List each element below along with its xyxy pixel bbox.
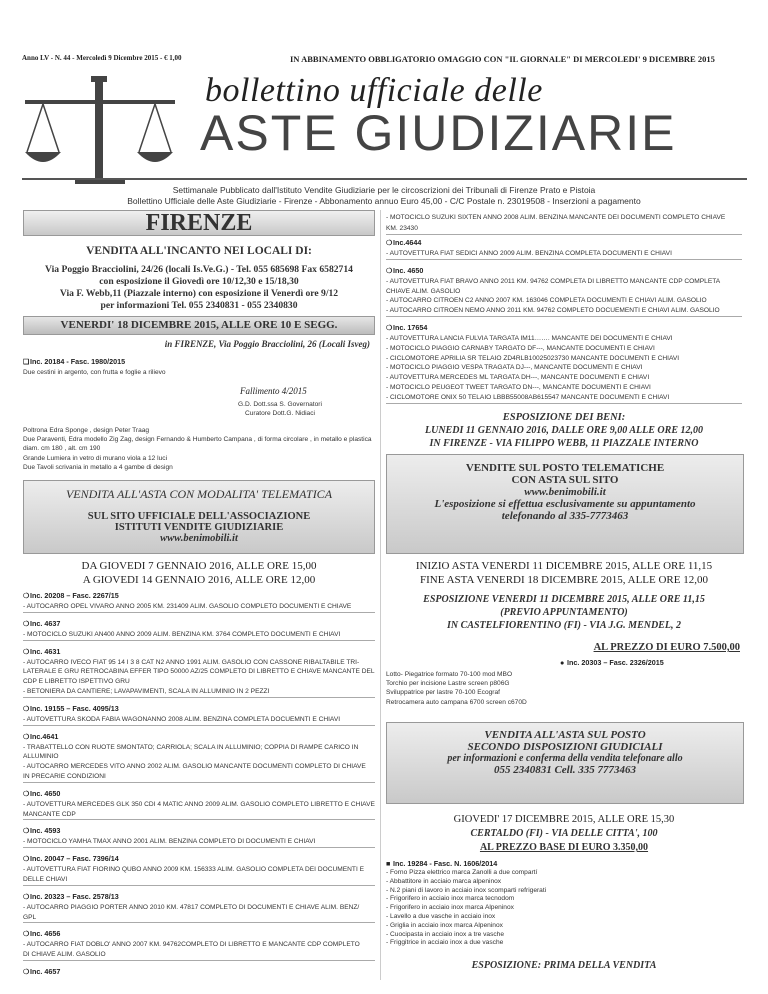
list-item: Grande Lumiera in vetro di murano viola a 12 luci bbox=[23, 454, 168, 462]
lot-line: DELLE CHIAVI bbox=[23, 875, 375, 886]
posto-2: SECONDO DISPOSIZIONI GIUDICIALI bbox=[467, 741, 663, 753]
circle-bullet-icon: ❍ bbox=[23, 854, 30, 864]
posto-4: 055 2340831 Cell. 335 7773463 bbox=[493, 764, 637, 776]
dot-bullet-icon: ● bbox=[560, 658, 565, 667]
masthead-sub1: Settimanale Pubblicato dall'Istituto Vendite Giudiziarie per le circoscrizioni dei Tribunali di Firenze Prato e Pistoia bbox=[172, 185, 596, 195]
tele-right-site: www.benimobili.it bbox=[524, 486, 606, 498]
circle-bullet-icon: ❍ bbox=[386, 265, 393, 275]
list-item: - Lavello a due vasche in acciaio inox bbox=[386, 912, 496, 920]
list-item: - Frigorifero in acciaio inox marca Alpeninox bbox=[386, 904, 514, 912]
telematic-line2: ISTITUTI VENDITE GIUDIZIARIE bbox=[114, 522, 284, 533]
circle-bullet-icon: ❍ bbox=[23, 703, 30, 713]
circle-bullet-icon: ❍ bbox=[23, 591, 30, 600]
lot-line: LATERALE E GRU RETROCABINA EFFER TIPO 50000 AZ/25 COMPLETO DI LIBRETTO E CHIAVE MANCANTE DEL bbox=[23, 668, 375, 676]
lot-inc: ❍Inc. 4650 bbox=[23, 788, 61, 798]
lot-line: - AUTOCARRO OPEL VIVARO ANNO 2005 KM. 231409 ALIM. GASOLIO COMPLETO DOCUMENTI E CHIAVE bbox=[23, 602, 375, 613]
list-item: - Frigorifero in acciaio inox marca tecnodom bbox=[386, 895, 515, 903]
lot-line: DI CHIAVE ALIM. GASOLIO bbox=[23, 950, 375, 961]
list-item: Sviluppatrice per lastre 70-100 Ecograf bbox=[386, 689, 500, 697]
tele-right-1: VENDITE SUL POSTO TELEMATICHE bbox=[465, 462, 665, 474]
lot-inc: ❍Inc.4644 bbox=[386, 238, 422, 247]
address-line3: Via F. Webb,11 (Piazzale interno) con esposizione il Venerdì ore 9/12 bbox=[59, 288, 339, 299]
lot-line: - AUTOCARRO PIAGGIO PORTER ANNO 2010 KM. 47817 COMPLETO DI DOCUMENTI E CHIAVE ALIM. BENZ/ bbox=[23, 903, 360, 911]
circle-bullet-icon: ❍ bbox=[23, 618, 30, 628]
lot-line: - AUTOCARRO CITROEN NEMO ANNO 2011 KM. 94762 COMPLETO DOCUEMENTI E CHIAVI ALIM. GASOLIO bbox=[386, 306, 742, 317]
inc-20184-desc: Due cestini in argento, con frutta e foglie a rilievo bbox=[23, 369, 166, 376]
lot-inc: ❍Inc. 4593 bbox=[23, 826, 61, 836]
list-item: Retrocamera auto campana 6700 screen c670D bbox=[386, 698, 527, 706]
lot-entry bbox=[23, 704, 375, 726]
lot-line: - TRABATTELLO CON RUOTE SMONTATO; CARRIOLA; SCALA IN ALLUMINIO; COPPIA DI RAMPE CARICO IN bbox=[23, 743, 359, 751]
list-item: KM. 23430 bbox=[386, 224, 742, 236]
lot-line: CHIAVE ALIM. GASOLIO bbox=[386, 287, 461, 295]
square-bullet-icon: ❑ bbox=[23, 357, 30, 366]
supplement-info: IN ABBINAMENTO OBBLIGATORIO OMAGGIO CON "IL GIORNALE" DI MERCOLEDI' 9 DICEMBRE 2015 bbox=[290, 54, 715, 64]
list-item: - MOTOCICLO SUZUKI SIXTEN ANNO 2008 ALIM. BENZINA MANCANTE DEI DOCUMENTI COMPLETO CHIAVE bbox=[386, 214, 726, 221]
lot-line: - CICLOMOTORE ONIX 50 TELAIO LBBB55008AB615547 MANCANTE DOCUMENTI E CHIAVI bbox=[386, 393, 742, 404]
giovedi-date: GIOVEDI' 17 DICEMBRE 2015, ALLE ORE 15,30 bbox=[453, 814, 675, 825]
lot-line: - CICLOMOTORE APRILIA SR TELAIO ZD4RLB10025023730 MANCANTE DOCUMENTI E CHIAVI bbox=[386, 354, 680, 362]
auction-place: in FIRENZE, Via Poggio Bracciolini, 26 (Locali Isveg) bbox=[164, 339, 370, 349]
espo-title: ESPOSIZIONE DEI BENI: bbox=[502, 412, 626, 423]
lot-line: - MOTOCICLO PEUGEOT TWEET TARGATO DN---, MANCANTE DOCUMENTI E CHIAVI bbox=[386, 383, 651, 391]
tele-right-4: L'esposizione si effettua esclusivamente su appuntamento bbox=[434, 498, 696, 510]
lot-line: IN PRECARIE CONDIZIONI bbox=[23, 772, 375, 783]
lot-inc: ❍Inc. 4657 bbox=[23, 966, 61, 976]
lot-line: - AUTOVETTURA LANCIA FULVIA TARGATA IM11……. MANCANTE DEI DOCUMENTI E CHIAVI bbox=[386, 334, 673, 342]
circle-bullet-icon: ❍ bbox=[23, 731, 30, 741]
lot-entry bbox=[23, 647, 375, 698]
circle-bullet-icon: ❍ bbox=[386, 238, 393, 247]
lot-line: - AUTOVETTURA MERCEDES ML TARGATA DH---, MANCANTE DOCUMENTI E CHIAVI bbox=[386, 374, 650, 382]
fallimento-title: Fallimento 4/2015 bbox=[240, 386, 307, 396]
lot-entry bbox=[23, 619, 375, 641]
tele-right-5: telefonando al 335-7773463 bbox=[501, 510, 629, 522]
prezzo-2: AL PREZZO BASE DI EURO 3.350,00 bbox=[479, 842, 649, 853]
lot-inc: ❍Inc. 4650 bbox=[386, 265, 424, 275]
lot-entry bbox=[23, 967, 375, 976]
espo2-line2: (PREVIO APPUNTAMENTO) bbox=[500, 607, 628, 618]
circle-bullet-icon: ❍ bbox=[23, 788, 30, 798]
list-item: - Forno Pizza elettrico marca Zanolli a due compartí bbox=[386, 869, 538, 876]
lot-entry bbox=[23, 732, 375, 783]
right-lots-list bbox=[386, 238, 742, 410]
circle-bullet-icon: ❍ bbox=[23, 966, 30, 976]
scales-logo-icon bbox=[25, 72, 175, 187]
list-item: - Cuocipasta in acciaio inox a tre vasche bbox=[386, 930, 505, 938]
list-item: - N.2 piani di lavoro in acciaio inox scomparti refrigerati bbox=[386, 886, 547, 894]
circle-bullet-icon: ❍ bbox=[23, 929, 30, 939]
telematic-site: www.benimobili.it bbox=[160, 533, 238, 544]
lot-line: GPL bbox=[23, 913, 375, 924]
city-title: FIRENZE bbox=[23, 210, 375, 236]
lot-line: ALLUMINIO bbox=[23, 753, 59, 761]
auction-date-band: VENERDI' 18 DICEMBRE 2015, ALLE ORE 10 E SEGG. bbox=[23, 316, 375, 335]
certaldo-place: CERTALDO (FI) - VIA DELLE CITTA', 100 bbox=[470, 828, 658, 839]
fallimento-curatore: Curatore Dott.G. Nidiaci bbox=[245, 410, 315, 417]
fallimento-gd: G.D. Dott.ssa S. Governatori bbox=[238, 401, 322, 408]
lot-entry bbox=[386, 266, 742, 317]
masthead-line1: bollettino ufficiale delle bbox=[205, 72, 543, 109]
circle-bullet-icon: ❍ bbox=[23, 891, 30, 901]
fine-asta: FINE ASTA VENERDI 18 DICEMBRE 2015, ALLE ORE 12,00 bbox=[420, 574, 708, 586]
fallimento-items bbox=[23, 426, 375, 472]
lot-inc: ❍Inc. 4656 bbox=[23, 929, 61, 939]
lot-entry bbox=[23, 826, 375, 848]
inc-20184: ❑Inc. 20184 - Fasc. 1980/2015 bbox=[23, 357, 126, 366]
posto-1: VENDITA ALL'ASTA SUL POSTO bbox=[484, 729, 646, 741]
circle-bullet-icon: ❍ bbox=[386, 322, 393, 332]
lot-line: - AUTOCARRO MERCEDES VITO ANNO 2002 ALIM. GASOLIO MANCANTE DOCUMENTI COMPLETO DI CHIAVE bbox=[23, 763, 366, 771]
list-item: - Griglia in acciaio inox marca Alpeninox bbox=[386, 921, 503, 929]
list-item: Due Paraventi, Edra modello Zig Zag, design Fernando & Humberto Campana , di forma circolare , in metallo e plastica bbox=[23, 436, 372, 444]
lot-entry bbox=[386, 323, 742, 404]
lot-inc: ❍Inc. 4637 bbox=[23, 618, 61, 628]
lot-entry bbox=[23, 854, 375, 886]
dates-line2: A GIOVEDI 14 GENNAIO 2016, ALLE ORE 12,00 bbox=[82, 574, 316, 586]
espo-line1: LUNEDI 11 GENNAIO 2016, DALLE ORE 9,00 ALLE ORE 12,00 bbox=[425, 425, 703, 436]
espo-final: ESPOSIZIONE: PRIMA DELLA VENDITA bbox=[471, 960, 657, 971]
espo2-line3: IN CASTELFIORENTINO (FI) - VIA J.G. MENDEL, 2 bbox=[447, 620, 681, 631]
list-item: - Abbattitore in acciaio marca alpeninox bbox=[386, 877, 502, 885]
issue-info: Anno LV - N. 44 - Mercoledì 9 Dicembre 2015 - € 1,00 bbox=[22, 54, 182, 62]
lot-line: - AUTOVETTURA SKODA FABIA WAGONANNO 2008 ALIM. BENZINA COMPLETA DOCUEMNTI E CHIAVI bbox=[23, 715, 375, 726]
lot-line: - MOTOCICLO YAMHA TMAX ANNO 2001 ALIM. BENZINA COMPLETO DI DOCUMENTI E CHIAVI bbox=[23, 837, 375, 848]
inc-20303-items bbox=[386, 670, 742, 707]
lot-line: - AUTOVETTURA FIAT BRAVO ANNO 2011 KM. 94762 COMPLETA DI LIBRETTO MANCANTE CDP COMPLETA bbox=[386, 277, 721, 285]
lot-line: - MOTOCICLO PIAGGIO VESPA TRAGATA DJ---, MANCANTE DOCUMENTI E CHIAVI bbox=[386, 364, 643, 372]
lot-line: - AUTOCARRO FIAT DOBLO' ANNO 2007 KM. 94762COMPLETO DI LIBRETTO E MANCANTE CDP COMPLETO bbox=[23, 941, 360, 949]
dates-line1: DA GIOVEDI 7 GENNAIO 2016, ALLE ORE 15,00 bbox=[81, 560, 317, 572]
vendita-incanto: VENDITA ALL'INCANTO NEI LOCALI DI: bbox=[86, 245, 312, 257]
masthead-sub2: Bollettino Ufficiale delle Aste Giudiziarie - Firenze - Abbonamento annuo Euro 45,00 - C/C Postale n. 23019508 - Inserzioni a pagamento bbox=[127, 196, 641, 206]
prezzo-1: AL PREZZO DI EURO 7.500,00 bbox=[593, 642, 740, 653]
inizio-asta: INIZIO ASTA VENERDI 11 DICEMBRE 2015, ALLE ORE 11,15 bbox=[415, 560, 713, 572]
telematic-line1: SUL SITO UFFICIALE DELL'ASSOCIAZIONE bbox=[87, 511, 311, 522]
lot-inc: ❍Inc.4641 bbox=[23, 731, 59, 741]
lot-inc: ❍Inc. 17654 bbox=[386, 322, 428, 332]
lot-entry bbox=[23, 591, 375, 613]
lot-line: - MOTOCICLO PIAGGIO CARNABY TARGATO DF---, MANCANTE DOCUMENTI E CHIAVI bbox=[386, 344, 655, 352]
list-item: - Friggitrice in acciaio inox a due vasche bbox=[386, 939, 504, 947]
tele-right-2: CON ASTA SUL SITO bbox=[511, 474, 619, 486]
lot-line: - MOTOCICLO SUZUKI AN400 ANNO 2009 ALIM. BENZINA KM. 3764 COMPLETO DOCUMENTI E CHIAVI bbox=[23, 630, 375, 641]
lot-line: - AUTOCARRO CITROEN C2 ANNO 2007 KM. 163046 COMPLETA DOCUMENTI E CHIAVI ALIM. GASOLIO bbox=[386, 297, 707, 305]
column-divider bbox=[380, 210, 381, 980]
square-bullet-icon: ■ bbox=[386, 859, 391, 868]
circle-bullet-icon: ❍ bbox=[23, 646, 30, 656]
lot-line: - BETONIERA DA CANTIERE; LAVAPAVIMENTI, SCALA IN ALLUMINIO IN 2 PEZZI bbox=[23, 687, 375, 698]
inc-19284: ■ Inc. 19284 - Fasc. N. 1606/2014 bbox=[386, 859, 498, 868]
masthead-rule bbox=[22, 178, 747, 180]
list-item: Due Tavoli scrivania in metallo a 4 gambe di design bbox=[23, 463, 173, 471]
lot-entry bbox=[23, 789, 375, 821]
lot-line: - AUTOVETTURA MERCEDES GLK 350 CDI 4 MATIC ANNO 2009 ALIM. GASOLIO COMPLETO LIBRETTO E CHIAVE bbox=[23, 800, 375, 808]
telematic-box bbox=[23, 480, 375, 554]
lot-line: - AUTOCARRO IVECO FIAT 95 14 I 3 8 CAT N2 ANNO 1991 ALIM. GASOLIO CON CASSONE RIBALTABILE TRI- bbox=[23, 658, 360, 666]
masthead-title: ASTE GIUDIZIARIE bbox=[200, 105, 677, 161]
left-lots-list bbox=[23, 591, 375, 982]
posto-box bbox=[386, 722, 744, 804]
address-line1: Via Poggio Bracciolini, 24/26 (locali Is.Ve.G.) - Tel. 055 685698 Fax 6582714 bbox=[45, 264, 353, 275]
telematic-title: VENDITA ALL'ASTA CON MODALITA' TELEMATICA bbox=[65, 487, 333, 501]
lot-inc: ❍Inc. 4631 bbox=[23, 646, 61, 656]
posto-3: per informazioni e conferma della vendita telefonare allo bbox=[447, 753, 683, 764]
lot-entry bbox=[23, 892, 375, 924]
inc-20303: ● Inc. 20303 – Fasc. 2326/2015 bbox=[560, 658, 664, 667]
right-top-lines bbox=[386, 213, 742, 235]
lot-entry bbox=[23, 929, 375, 961]
list-item: Lotto- Piegatrice formato 70-100 mod MBO bbox=[386, 671, 513, 678]
lot-line: - AUTOVETTURA FIAT FIORINO QUBO ANNO 2009 KM. 156333 ALIM. GASOLIO COMPLETA DEI DOCUMENTI E bbox=[23, 866, 365, 874]
inc-19284-items bbox=[386, 869, 742, 948]
lot-line: - AUTOVETTURA FIAT SEDICI ANNO 2009 ALIM. BENZINA COMPLETA DOCUMENTI E CHIAVI bbox=[386, 249, 742, 260]
espo-line2: IN FIRENZE - VIA FILIPPO WEBB, 11 PIAZZALE INTERNO bbox=[429, 438, 699, 449]
list-item: Torchio per incisione Lastre screen p806G bbox=[386, 680, 510, 688]
circle-bullet-icon: ❍ bbox=[23, 826, 30, 836]
list-item: diam. cm 180 , alt. cm 190 bbox=[23, 445, 101, 453]
lot-line: CDP E LIBRETTO ISPETTIVO GRU bbox=[23, 678, 130, 686]
lot-inc: ❍Inc. 20208 – Fasc. 2267/15 bbox=[23, 591, 119, 600]
lot-inc: ❍Inc. 20047 – Fasc. 7396/14 bbox=[23, 854, 119, 864]
address-line2: con esposizione il Giovedì ore 10/12,30 e 15/18,30 bbox=[99, 276, 299, 287]
espo2-line1: ESPOSIZIONE VENERDI 11 DICEMBRE 2015, ALLE ORE 11,15 bbox=[423, 594, 705, 605]
lot-entry bbox=[386, 238, 742, 260]
lot-line: MANCANTE CDP bbox=[23, 810, 375, 821]
lot-inc: ❍Inc. 20323 – Fasc. 2578/13 bbox=[23, 891, 119, 901]
telematic-right-box bbox=[386, 454, 744, 554]
address-line4: per informazioni Tel. 055 2340831 - 055 2340830 bbox=[100, 300, 298, 311]
lot-inc: ❍Inc. 19155 – Fasc. 4095/13 bbox=[23, 703, 119, 713]
list-item: Poltrona Edra Sponge , design Peter Traag bbox=[23, 427, 150, 434]
